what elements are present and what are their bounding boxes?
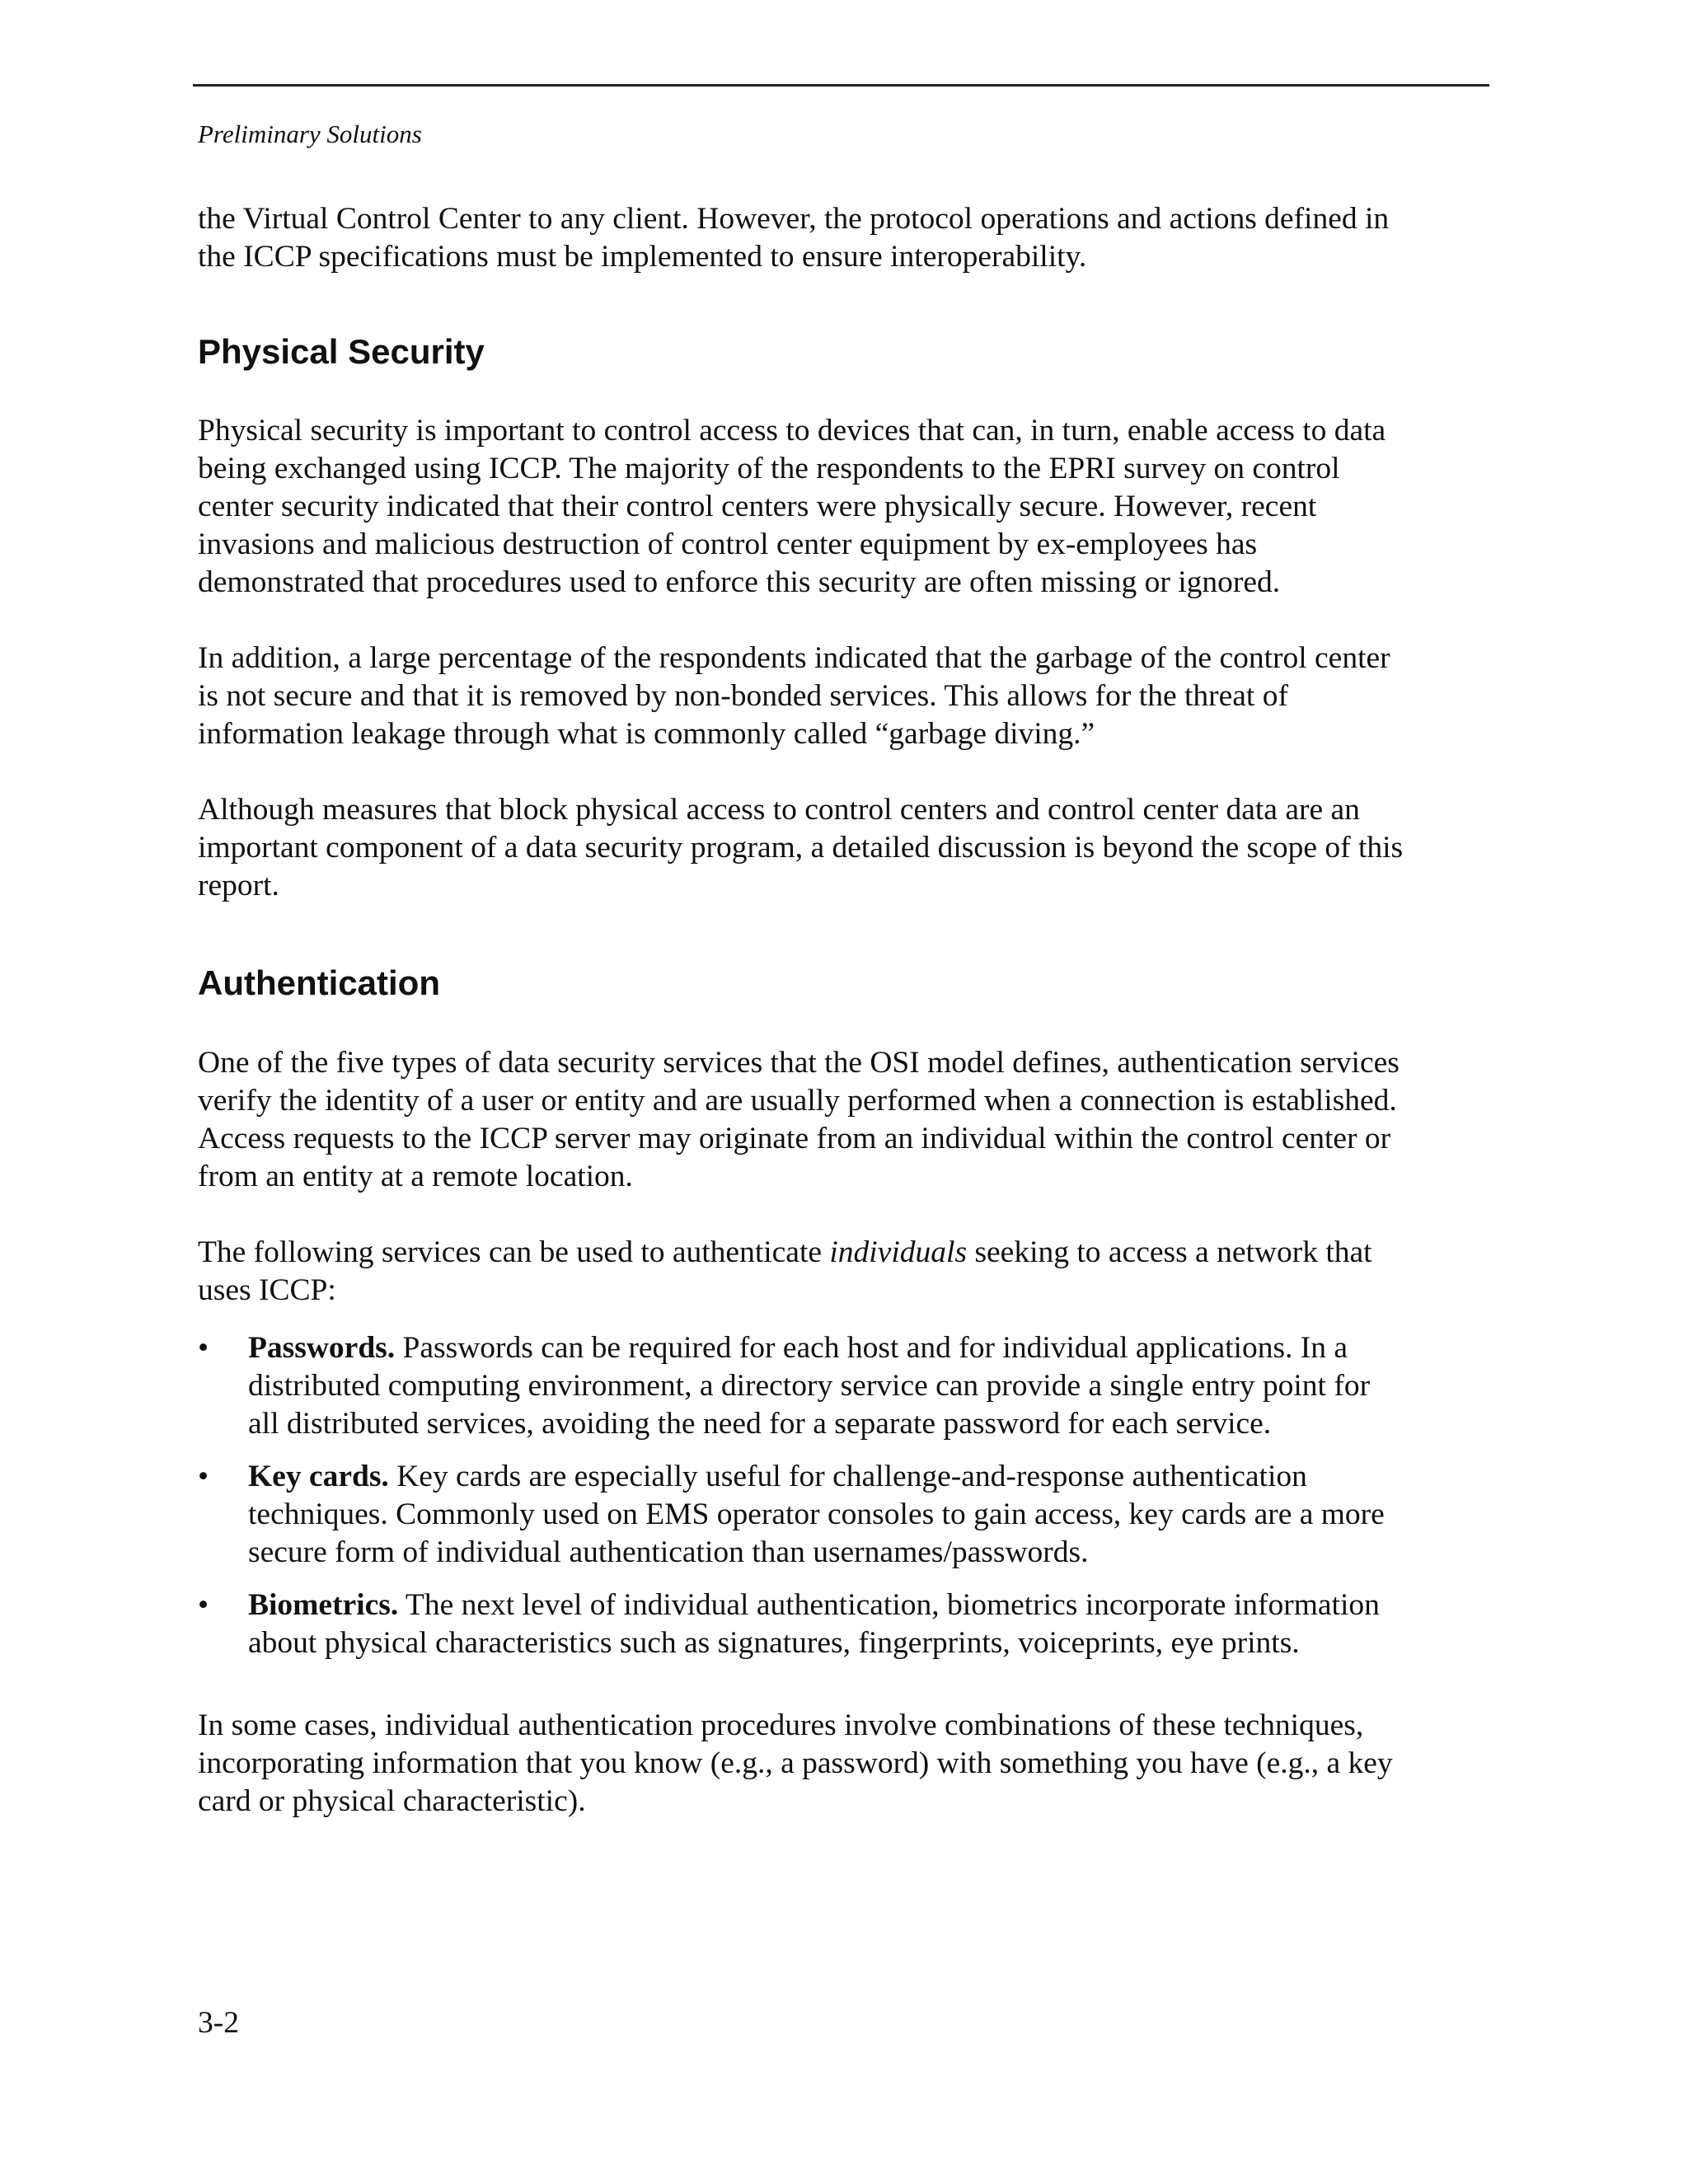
bullet-icon: •	[198, 1588, 209, 1622]
list-item-biometrics	[198, 1586, 1500, 1662]
text-line: In some cases, individual authentication procedures involve combinations of these techniques,	[198, 1708, 1364, 1742]
physical-security-paragraph-2	[198, 640, 1500, 753]
text-line: about physical characteristics such as signatures, fingerprints, voiceprints, eye prints.	[248, 1626, 1300, 1660]
text-line	[248, 1586, 1500, 1624]
bullet-icon: •	[198, 1331, 209, 1365]
text-line: techniques. Commonly used on EMS operator consoles to gain access, key cards are a more	[248, 1497, 1385, 1531]
text-line	[248, 1458, 1500, 1496]
physical-security-paragraph-1	[198, 412, 1500, 602]
text-line: In addition, a large percentage of the respondents indicated that the garbage of the control center	[198, 641, 1390, 675]
bullet-icon: •	[198, 1460, 209, 1493]
section-heading-authentication: Authentication	[198, 963, 440, 1002]
list-item-key-cards	[198, 1458, 1500, 1572]
text-line: being exchanged using ICCP. The majority of the respondents to the EPRI survey on control	[198, 452, 1340, 485]
text-line	[198, 1234, 1500, 1272]
text-line: Although measures that block physical access to control centers and control center data are an	[198, 793, 1360, 827]
text-run: Key cards are especially useful for challenge-and-response authentication	[388, 1460, 1307, 1493]
text-line: distributed computing environment, a directory service can provide a single entry point for	[248, 1369, 1371, 1403]
text-line	[248, 1329, 1500, 1367]
authentication-services-list	[198, 1329, 1500, 1677]
text-run: The next level of individual authentication, biometrics incorporate information	[398, 1588, 1380, 1622]
text-line: all distributed services, avoiding the need for a separate password for each service.	[248, 1407, 1272, 1441]
text-run: The following services can be used to authenticate	[198, 1235, 830, 1269]
list-item-term: Biometrics.	[248, 1588, 399, 1622]
authentication-paragraph-2	[198, 1234, 1500, 1310]
text-line: is not secure and that it is removed by non-bonded services. This allows for the threat of	[198, 679, 1288, 713]
text-line: demonstrated that procedures used to enforce this security are often missing or ignored.	[198, 565, 1281, 599]
intro-paragraph	[198, 200, 1500, 276]
list-item-passwords	[198, 1329, 1500, 1443]
authentication-closing-paragraph	[198, 1707, 1500, 1821]
text-line: report.	[198, 869, 279, 902]
text-line: invasions and malicious destruction of control center equipment by ex-employees has	[198, 527, 1258, 561]
text-line: One of the five types of data security services that the OSI model defines, authentication services	[198, 1046, 1400, 1080]
text-line: uses ICCP:	[198, 1273, 336, 1307]
section-heading-physical-security: Physical Security	[198, 332, 485, 371]
text-line: from an entity at a remote location.	[198, 1160, 633, 1193]
text-line: card or physical characteristic).	[198, 1784, 586, 1818]
text-line: center security indicated that their control centers were physically secure. However, recent	[198, 490, 1317, 523]
text-line: incorporating information that you know (e.g., a password) with something you have (e.g., a key	[198, 1746, 1393, 1780]
text-line: Access requests to the ICCP server may originate from an individual within the control center or	[198, 1122, 1391, 1155]
text-run: Passwords can be required for each host and for individual applications. In a	[395, 1331, 1348, 1365]
text-run: seeking to access a network that	[967, 1235, 1372, 1269]
text-line: verify the identity of a user or entity and are usually performed when a connection is established.	[198, 1084, 1397, 1118]
text-line: secure form of individual authentication than usernames/passwords.	[248, 1535, 1089, 1569]
text-line: the ICCP specifications must be implemented to ensure interoperability.	[198, 240, 1087, 274]
running-header: Preliminary Solutions	[198, 120, 422, 148]
text-line: Physical security is important to control access to devices that can, in turn, enable access to data	[198, 414, 1386, 448]
list-item-term: Key cards.	[248, 1460, 389, 1493]
text-line: important component of a data security program, a detailed discussion is beyond the scope of this	[198, 831, 1404, 865]
authentication-paragraph-1	[198, 1044, 1500, 1196]
text-line: the Virtual Control Center to any client. However, the protocol operations and actions defined in	[198, 202, 1390, 236]
emphasis-individuals: individuals	[829, 1235, 968, 1269]
page-number: 3-2	[198, 2006, 239, 2040]
physical-security-paragraph-3	[198, 791, 1500, 905]
header-rule	[193, 84, 1489, 87]
text-line: information leakage through what is commonly called “garbage diving.”	[198, 717, 1095, 751]
list-item-term: Passwords.	[248, 1331, 396, 1365]
